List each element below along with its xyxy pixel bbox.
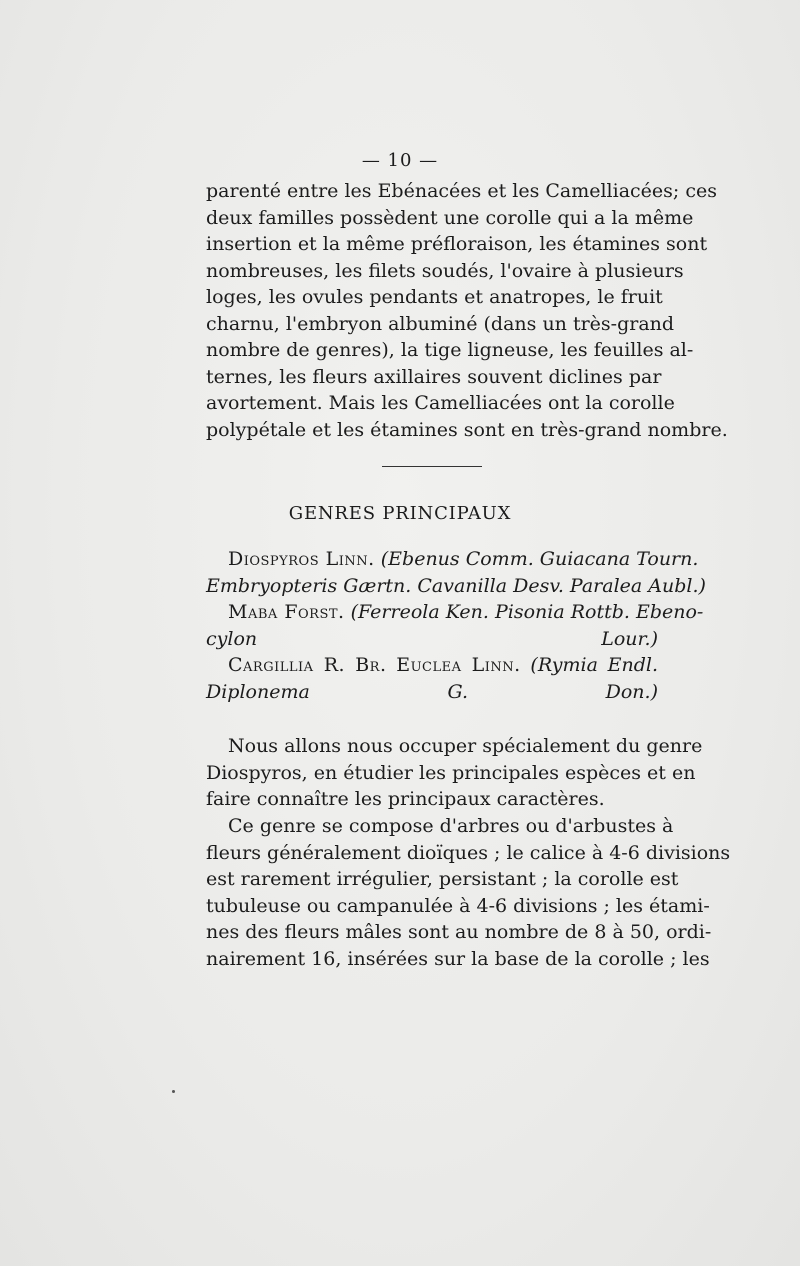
genus-synonyms-continued [206,573,706,600]
genus-synonyms: (Ferreola Ken. Pisonia Rottb. Ebeno- [350,601,704,623]
section-heading: GENRES PRINCIPAUX [288,503,512,524]
genus-synonyms: (Ebenus Comm. Guiacana Tourn. [380,548,699,570]
text-line: est rarement irrégulier, persistant ; la corolle est [206,868,679,890]
text-line: fleurs généralement dioïques ; le calice à 4-6 divisions [206,841,731,864]
text-line: nombreuses, les filets soudés, l'ovaire à plusieurs [206,259,684,282]
text-line: deux familles possèdent une corolle qui a la même [206,206,694,229]
text-line: loges, les ovules pendants et anatropes, le fruit [206,286,663,308]
genus-synonyms-continued [206,679,658,706]
paragraph-intro [206,178,728,443]
text-line: Diospyros, en étudier les principales espèces et en [206,761,696,784]
genera-list [206,546,706,705]
paragraph-study [206,733,703,813]
ink-speck [172,1090,175,1093]
genus-synonyms: (Rymia Endl. [530,654,659,676]
text-line: faire connaître les principaux caractères. [206,788,605,810]
text-line: avortement. Mais les Camelliacées ont la corolle [206,392,675,414]
genus-synonyms: Diplonema G. Don.) [206,680,658,703]
genus-name: Maba Forst. [228,601,345,623]
text-line: ternes, les fleurs axillaires souvent diclines par [206,365,662,388]
text-line: tubuleuse ou campanulée à 4-6 divisions ; les étami- [206,894,710,917]
genus-name: Euclea Linn. [396,654,521,676]
text-line: parenté entre les Ebénacées et les Camelliacées; ces [206,180,717,202]
genus-synonyms: Embryopteris Gærtn. Cavanilla Desv. Paralea Aubl.) [206,574,706,597]
paragraph-genus-description [206,813,731,972]
section-divider [382,466,482,467]
genus-name: Diospyros Linn. [228,548,375,570]
genus-synonyms-continued [206,626,658,653]
text-line: nombre de genres), la tige ligneuse, les feuilles al- [206,339,694,361]
page-number: — 10 — [361,150,439,171]
text-line: polypétale et les étamines sont en très-grand nombre. [206,418,728,441]
text-line: charnu, l'embryon albuminé (dans un très-grand [206,312,675,335]
text-line: Nous allons nous occuper spécialement du genre [228,735,703,757]
genus-name: Cargillia R. Br. [228,654,387,676]
genus-entry-diospyros [206,546,699,573]
text-line: insertion et la même préfloraison, les étamines sont [206,233,708,255]
text-line: Ce genre se compose d'arbres ou d'arbustes à [228,815,674,837]
text-line: nairement 16, insérées sur la base de la corolle ; les [206,947,710,970]
genus-entry-cargillia-euclea [206,652,658,679]
text-line: nes des fleurs mâles sont au nombre de 8 à 50, ordi- [206,921,712,943]
genus-entry-maba [206,599,704,626]
genus-synonyms: cylon Lour.) [206,627,658,650]
